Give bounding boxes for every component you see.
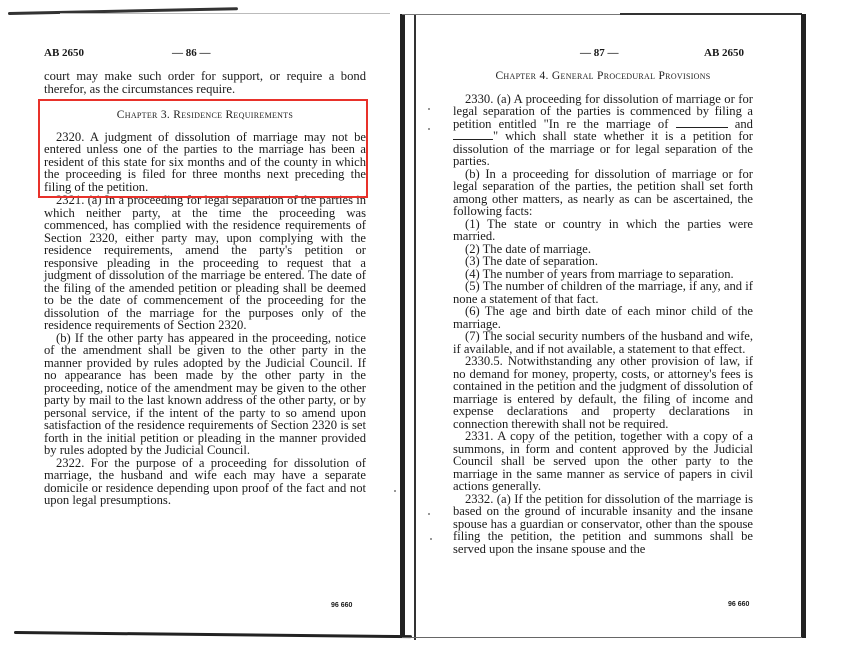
chapter-4-heading: Chapter 4. General Procedural Provisions (495, 70, 711, 82)
highlight-box (38, 99, 368, 198)
section-2330-a (453, 93, 753, 168)
fact-5: (5) The number of children of the marriage, if any, and if none a statement of that fact. (453, 279, 753, 306)
fact-4: (4) The number of years from marriage to separation. (465, 266, 734, 281)
right-body (453, 70, 753, 555)
section-2320: 2320. A judgment of dissolution of marriage may not be entered unless one of the parties to the marriage has been a resident of this state for six months and of the county in which the proceeding is filed for three months next preceding the filing of the petition. (44, 129, 366, 194)
section-2332-a: 2332. (a) If the petition for dissolution of the marriage is based on the ground of incurable insanity and the insane spouse has a guardian or conservator, other than the spouse filing the petition, the petition and summons shall be served upon the insane spouse and the (453, 491, 753, 556)
right-footer-code: 96 660 (728, 601, 750, 608)
left-header-page-number: — 86 — (172, 47, 211, 59)
blank-line (453, 130, 493, 140)
section-2330-5: 2330.5. Notwithstanding any other provision of law, if no demand for money, property, costs, or attorney's fees is contained in the petition and the judgment of dissolution of marriage is entered by default, the filing of income and expense declarations and property declarations in connection therewith shall not be required. (453, 354, 753, 431)
fact-1: (1) The state or country in which the parties were married. (453, 216, 753, 243)
right-header-page-number: — 87 — (580, 47, 619, 59)
left-header-bill: AB 2650 (44, 47, 85, 59)
section-2330-a-and: and (734, 116, 753, 131)
scan-speck (428, 513, 430, 515)
section-2321-b: (b) If the other party has appeared in the proceeding, notice of the amendment shall be given to the other party in the manner provided by rules adopted by the Judicial Council. If no appearance has been made by the other party in the proceeding, notice of the amendment may be given to the other party by mail to the last known address of the other party, or by personal service, if the intent of the party to so amend upon satisfaction of the residence requirements of Section 2320 is set forth in the initial petition or pleading in the manner provided by rules adopted by the Judicial Council. (44, 330, 366, 457)
left-footer-code: 96 660 (331, 602, 353, 609)
page-spine (400, 14, 405, 636)
scan-speck (394, 490, 396, 492)
scan-speck (430, 538, 432, 540)
chapter-3-heading: Chapter 3. Residence Requirements (116, 109, 294, 121)
right-header-bill: AB 2650 (704, 47, 745, 59)
right-page-right-edge (801, 14, 806, 638)
fact-3: (3) The date of separation. (465, 254, 598, 268)
left-page-bottom-edge (14, 631, 412, 638)
section-2330-a-part2: " which shall state whether it is a petition for dissolution of the marriage or for legal separation of the parties. (453, 129, 753, 168)
section-2331: 2331. A copy of the petition, together with a copy of a summons, in form and content approved by the Judicial Council shall be served upon the other party to the marriage in the same manner as service of papers in civil actions generally. (453, 429, 753, 493)
fact-7: (7) The social security numbers of the husband and wife, if available, and if not available, a statement to that effect. (453, 329, 753, 356)
scan-speck (428, 108, 430, 110)
right-page-bottom-edge (402, 637, 802, 638)
scan-speck (428, 128, 430, 130)
blank-line (676, 118, 728, 128)
section-2330-a-part1: 2330. (a) A proceeding for dissolution of marriage or for legal separation of the parties is commenced by filing a petition entitled "In re the marriage of (453, 91, 753, 131)
section-2330-b: (b) In a proceeding for dissolution of marriage or for legal separation of the parties, the petition shall set forth among other matters, as nearly as can be ascertained, the following facts: (453, 166, 753, 218)
fact-2: (2) The date of marriage. (465, 241, 591, 256)
left-page-right-edge (414, 14, 416, 640)
section-2322: 2322. For the purpose of a proceeding for dissolution of marriage, the husband and wife each may have a separate domicile or residence depending upon proof of the fact and not upon legal presumptions. (44, 455, 366, 507)
fact-6: (6) The age and birth date of each minor child of the marriage. (453, 304, 753, 331)
section-2321-a: 2321. (a) In a proceeding for legal separation of the parties in which neither party, at the time the proceeding was commenced, has complied with the residence requirements of Section 2320, either party may, upon complying with the residence requirements, amend the party's petition or responsive pleading in the proceeding to request that a judgment of dissolution of the marriage be entered. The date of the filing of the amended petition or pleading shall be deemed to be the date of commencement of the proceeding for the dissolution of the marriage for the purposes only of the residence requirements of Section 2320. (44, 193, 366, 332)
continuation-text: court may make such order for support, or require a bond therefor, as the circumstances require. (44, 69, 366, 96)
right-page-top-edge-dark (620, 13, 802, 15)
page-edge-top-left-faint (60, 13, 390, 14)
